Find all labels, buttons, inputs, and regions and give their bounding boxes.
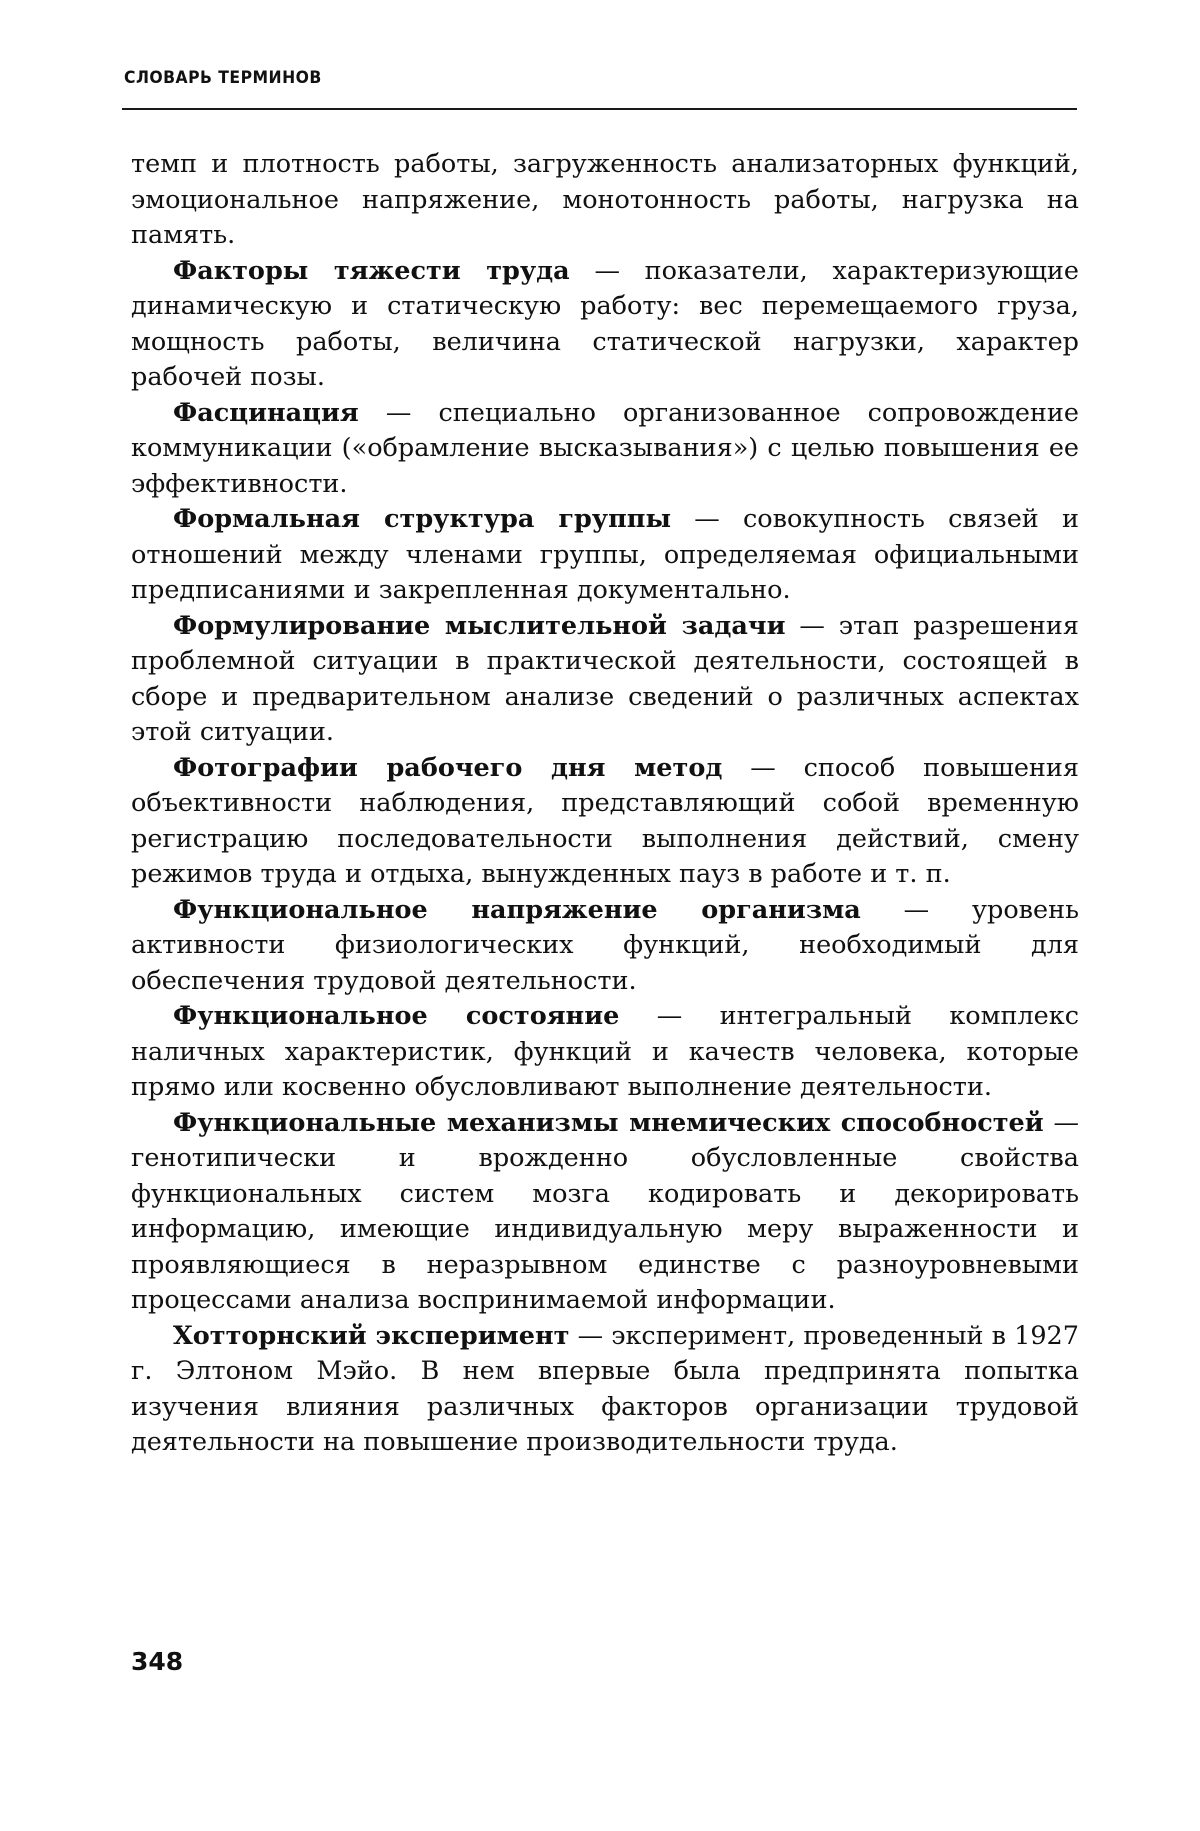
running-head: СЛОВАРЬ ТЕРМИНОВ (124, 68, 322, 88)
entry-term: Формальная структура группы (173, 504, 672, 534)
entry-definition: — специально организованное сопровождение коммуникации («обрамление высказывания») с целью повышения ее эффективности. (131, 397, 1079, 499)
dictionary-entry-functional-tension (131, 893, 1079, 1000)
entry-definition: — уровень активности физиологических функций, необходимый для обеспечения трудовой деятельности. (131, 894, 1079, 996)
dictionary-entry-factors (131, 254, 1079, 396)
entry-term: Функциональное напряжение организма (173, 894, 861, 925)
dictionary-entry-mnemonic-mechanisms (131, 1106, 1079, 1319)
entry-definition: — генотипически и врожденно обусловленные свойства функциональных систем мозга кодировать и декорировать информацию, имеющие индивидуальную меру выраженности и проявляющиеся в неразрывном единстве с разноуровневыми процессами анализа воспринимаемой информации. (131, 1107, 1079, 1315)
entry-definition: — этап разрешения проблемной ситуации в практической деятельности, состоящей в сборе и предварительном анализе сведений о различных аспектах этой ситуации. (131, 610, 1079, 747)
entry-term: Функциональные механизмы мнемических способностей (173, 1107, 1044, 1138)
entry-term: Фасцинация (173, 397, 359, 428)
entry-definition: — способ повышения объективности наблюдения, представляющий собой временную регистрацию последовательности выполнения действий, смену режимов труда и отдыха, вынужденных пауз в работе и т. п. (131, 752, 1079, 889)
dictionary-entry-formulation (131, 609, 1079, 751)
entry-definition: — показатели, характеризующие динамическую и статическую работу: вес перемещаемого груза, мощность работы, величина статической нагрузки, характер рабочей позы. (131, 255, 1079, 392)
dictionary-entry-functional-state (131, 999, 1079, 1106)
entry-term: Формулирование мыслительной задачи (173, 610, 786, 641)
entry-term: Функциональное состояние (173, 1001, 620, 1031)
entry-term: Хотторнский эксперимент (173, 1320, 570, 1351)
page-number: 348 (131, 1647, 184, 1676)
page-body (131, 147, 1079, 1461)
entry-term: Фотографии рабочего дня метод (173, 752, 723, 783)
entry-definition: — эксперимент, проведенный в 1927 г. Элтоном Мэйо. В нем впервые была предпринята попытка изучения влияния различных факторов организации трудовой деятельности на повышение производительности труда. (131, 1320, 1080, 1457)
entry-definition: — совокупность связей и отношений между членами группы, определяемая официальными предписаниями и закрепленная документально. (131, 504, 1079, 605)
entry-term: Факторы тяжести труда (173, 255, 570, 286)
entry-definition: — интегральный комплекс наличных характеристик, функций и качеств человека, которые прямо или косвенно обусловливают выполнение деятельности. (131, 1001, 1079, 1102)
continuation-paragraph: темп и плотность работы, загруженность анализаторных функций, эмоциональное напряжение, монотонность работы, нагрузка на память. (131, 149, 1079, 250)
dictionary-entry-workday-photography (131, 751, 1079, 893)
dictionary-entry-formal-structure (131, 502, 1079, 609)
dictionary-entry-fascination (131, 396, 1079, 503)
dictionary-entry-hawthorne-experiment (131, 1319, 1079, 1461)
header-rule (122, 108, 1077, 110)
